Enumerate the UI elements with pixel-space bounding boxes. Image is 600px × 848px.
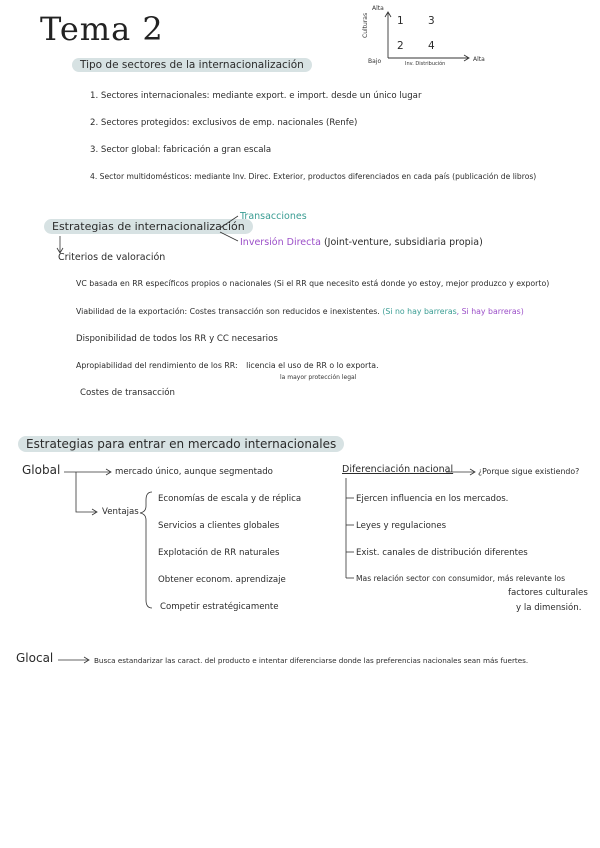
- global-arrow-text: mercado único, aunque segmentado: [115, 467, 273, 477]
- criteria-heading: Criterios de valoración: [58, 252, 166, 263]
- section-mercado-heading: Estrategias para entrar en mercado internacionales: [18, 436, 344, 452]
- criteria-line-1: VC basada en RR específicos propios o nacionales (Si el RR que necesito está donde yo estoy, mejor produzco y exporto): [76, 279, 550, 288]
- ventaja-item-3: Explotación de RR naturales: [158, 548, 280, 558]
- sector-item-1: 1. Sectores internacionales: mediante export. e import. desde un único lugar: [90, 91, 422, 101]
- glocal-label: Glocal: [16, 651, 54, 665]
- ventaja-item-4: Obtener econom. aprendizaje: [158, 575, 286, 585]
- ventajas-label: Ventajas: [102, 507, 139, 517]
- matrix-y-top: Alta: [372, 5, 384, 12]
- criteria-line-4-text: Apropiabilidad del rendimiento de los RR:: [76, 361, 238, 370]
- criteria-line-4-b: licencia el uso de RR o lo exporta.: [246, 361, 379, 370]
- criteria-line-3: Disponibilidad de todos los RR y CC necesarios: [76, 334, 278, 344]
- matrix-q4: 4: [428, 40, 435, 52]
- matrix-y-label: Culturas: [362, 12, 369, 38]
- section-sectores-heading: Tipo de sectores de la internacionalización: [72, 58, 312, 72]
- ventaja-item-5: Competir estratégicamente: [160, 602, 279, 612]
- sector-item-2: 2. Sectores protegidos: exclusivos de emp. nacionales (Renfe): [90, 118, 358, 128]
- sector-item-3: 3. Sector global: fabricación a gran escala: [90, 145, 272, 155]
- matrix-q2: 2: [397, 40, 404, 52]
- ventaja-item-2: Servicios a clientes globales: [158, 521, 280, 531]
- matrix-y-bottom: Bajo: [368, 58, 382, 65]
- sector-item-4: 4. Sector multidomésticos: mediante Inv. Direc. Exterior, productos diferenciados en cada país (publicación de libros): [90, 172, 537, 181]
- dif-item-4: Mas relación sector con consumidor, más relevante los: [356, 574, 566, 583]
- dif-item-4-cont2: y la dimensión.: [516, 603, 582, 613]
- criteria-line-2-text: Viabilidad de la exportación: Costes transacción son reducidos e inexistentes.: [76, 307, 380, 316]
- diferenciacion-label: Diferenciación nacional: [342, 464, 454, 475]
- global-label: Global: [22, 463, 61, 477]
- criteria-line-2-a: (Si no hay barreras: [382, 307, 457, 316]
- glocal-text: Busca estandarizar las caract. del producto e intentar diferenciarse donde las preferencias nacionales sean más fuertes.: [94, 656, 529, 665]
- dif-item-3: Exist. canales de distribución diferentes: [356, 548, 528, 558]
- ventaja-item-1: Economías de escala y de réplica: [158, 494, 302, 504]
- dif-item-2: Leyes y regulaciones: [356, 521, 447, 531]
- page-title: Tema 2: [40, 10, 164, 48]
- criteria-line-4-c: la mayor protección legal: [280, 374, 357, 381]
- criteria-line-5: Costes de transacción: [80, 388, 175, 398]
- branch-inversion-rest: (Joint-venture, subsidiaria propia): [323, 237, 483, 248]
- dif-item-4-cont1: factores culturales: [508, 588, 588, 598]
- diferenciacion-question: ¿Porque sigue existiendo?: [478, 467, 580, 476]
- matrix-q3: 3: [428, 15, 435, 27]
- criteria-line-2-b: , Si hay barreras): [456, 307, 524, 316]
- dif-item-1: Ejercen influencia en los mercados.: [356, 494, 509, 504]
- matrix-x-right: Alta: [473, 56, 485, 63]
- matrix-q1: 1: [397, 15, 404, 27]
- matrix-x-label: Inv. Distribución: [405, 61, 446, 67]
- branch-inversion-label: Inversión Directa: [240, 237, 321, 248]
- section-estrategias-heading: Estrategias de internacionalización: [44, 219, 253, 234]
- branch-transacciones: Transacciones: [240, 211, 307, 222]
